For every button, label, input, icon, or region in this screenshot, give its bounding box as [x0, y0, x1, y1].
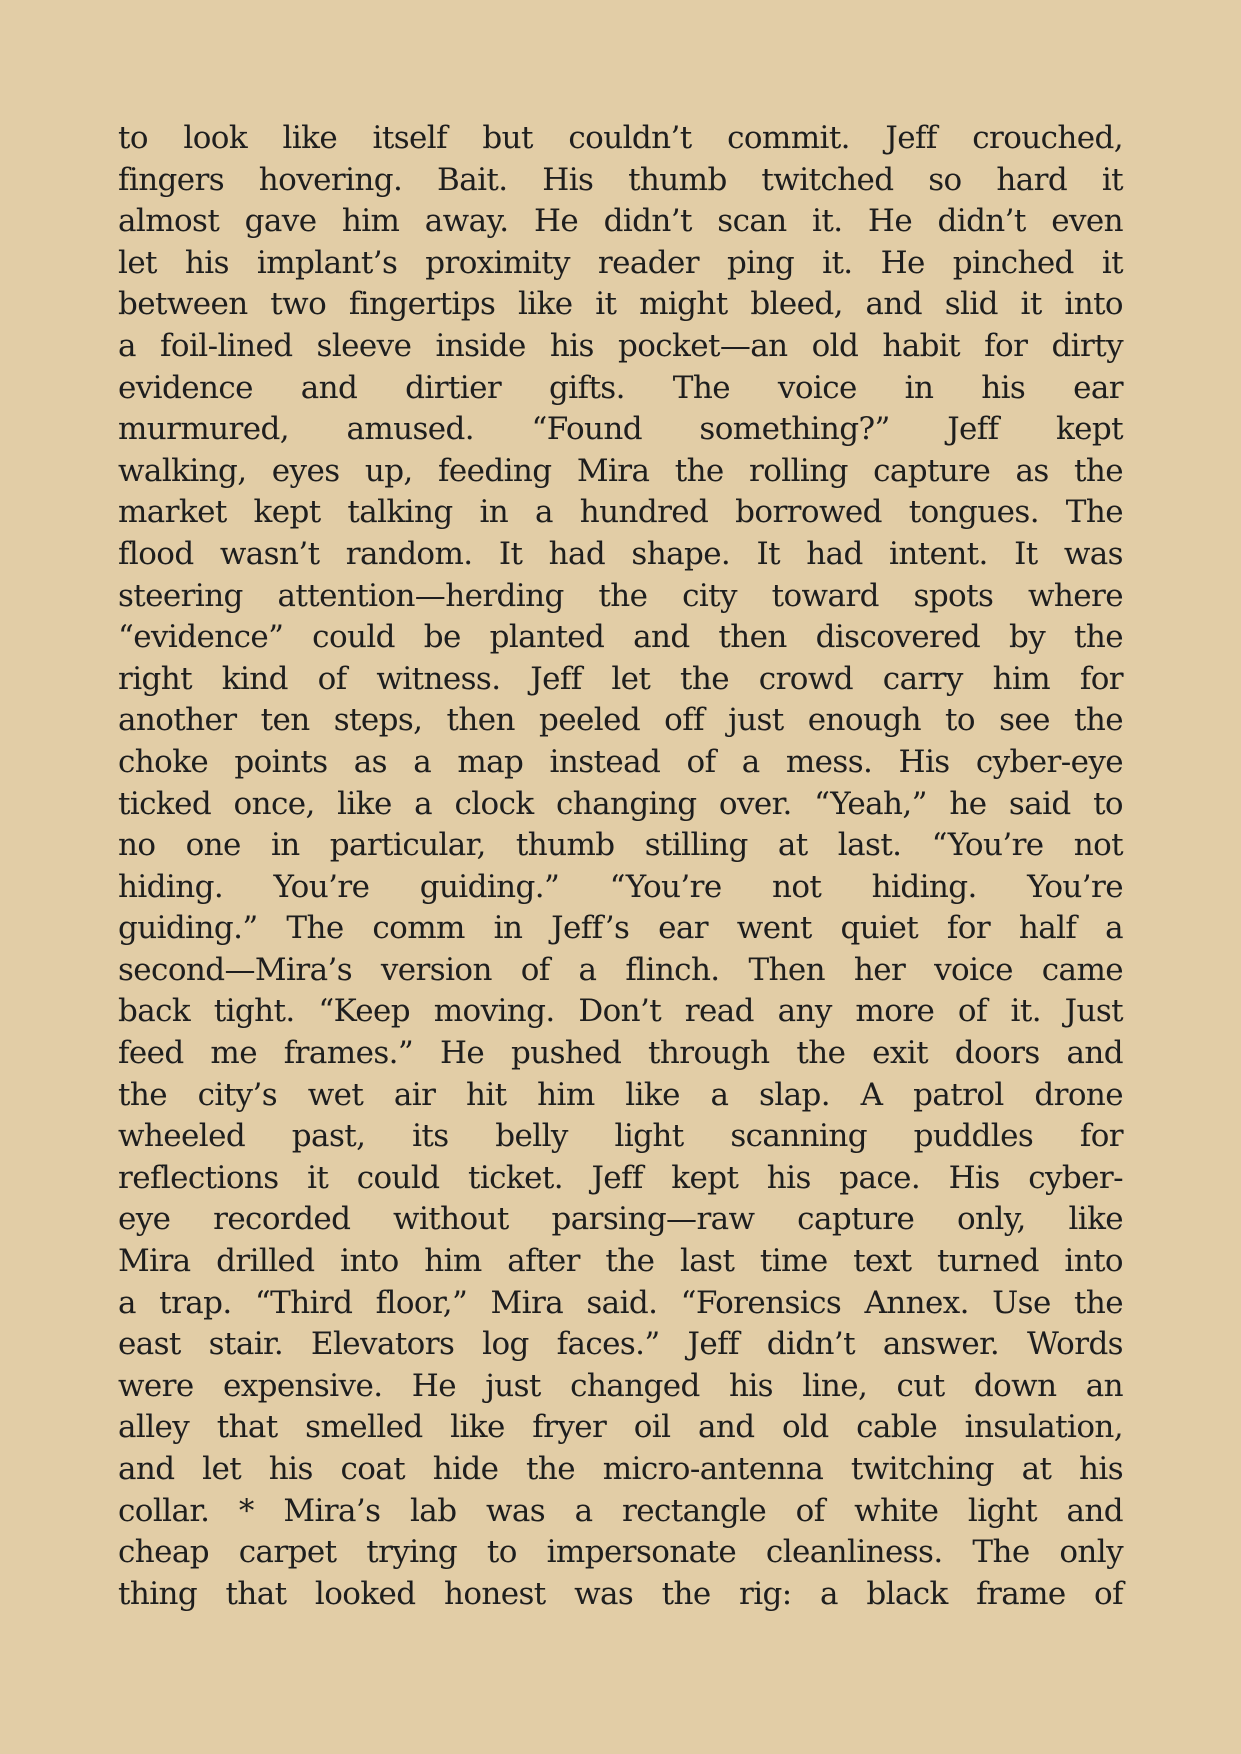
- text-line: choke points as a map instead of a mess. His cyber-eye: [118, 743, 1123, 780]
- text-line: guiding.” The comm in Jeff’s ear went quiet for half a: [118, 910, 1123, 947]
- text-line: the city’s wet air hit him like a slap. A patrol drone: [118, 1076, 1123, 1113]
- text-line: eye recorded without parsing—raw capture only, like: [118, 1201, 1123, 1238]
- text-line: wheeled past, its belly light scanning puddles for: [118, 1118, 1123, 1155]
- text-line: let his implant’s proximity reader ping it. He pinched it: [118, 244, 1123, 281]
- text-line: alley that smelled like fryer oil and old cable insulation,: [118, 1409, 1123, 1446]
- text-line: no one in particular, thumb stilling at last. “You’re not: [118, 827, 1123, 864]
- text-line: thing that looked honest was the rig: a black frame of: [118, 1575, 1123, 1612]
- text-line: another ten steps, then peeled off just enough to see the: [118, 702, 1123, 739]
- text-line: cheap carpet trying to impersonate cleanliness. The only: [118, 1534, 1123, 1571]
- text-line: between two fingertips like it might bleed, and slid it into: [118, 286, 1123, 323]
- text-line: right kind of witness. Jeff let the crowd carry him for: [118, 660, 1123, 697]
- text-line: walking, eyes up, feeding Mira the rolling capture as the: [118, 452, 1123, 489]
- text-line: fingers hovering. Bait. His thumb twitched so hard it: [118, 161, 1123, 198]
- text-line: collar. * Mira’s lab was a rectangle of white light and: [118, 1492, 1123, 1529]
- document-page: [118, 118, 1123, 1615]
- text-line: and let his coat hide the micro-antenna twitching at his: [118, 1451, 1123, 1487]
- text-line: murmured, amused. “Found something?” Jeff kept: [118, 411, 1123, 448]
- text-line: hiding. You’re guiding.” “You’re not hiding. You’re: [118, 868, 1123, 905]
- text-line: market kept talking in a hundred borrowed tongues. The: [118, 494, 1123, 531]
- text-line: a foil-lined sleeve inside his pocket—an old habit for dirty: [118, 327, 1123, 364]
- text-line: ticked once, like a clock changing over. “Yeah,” he said to: [118, 785, 1123, 822]
- text-line: feed me frames.” He pushed through the exit doors and: [118, 1035, 1123, 1072]
- text-line: steering attention—herding the city toward spots where: [118, 577, 1123, 614]
- text-line: flood wasn’t random. It had shape. It had intent. It was: [118, 535, 1123, 572]
- text-line: east stair. Elevators log faces.” Jeff didn’t answer. Words: [118, 1326, 1123, 1363]
- text-line: almost gave him away. He didn’t scan it. He didn’t even: [118, 203, 1123, 240]
- text-line: were expensive. He just changed his line, cut down an: [118, 1367, 1123, 1404]
- text-line: reflections it could ticket. Jeff kept his pace. His cyber-: [118, 1159, 1123, 1196]
- text-line: “evidence” could be planted and then discovered by the: [118, 619, 1123, 656]
- text-line: to look like itself but couldn’t commit. Jeff crouched,: [118, 120, 1123, 156]
- text-line: a trap. “Third floor,” Mira said. “Forensics Annex. Use the: [118, 1284, 1123, 1321]
- text-line: second—Mira’s version of a flinch. Then her voice came: [118, 951, 1123, 988]
- text-line: evidence and dirtier gifts. The voice in his ear: [118, 369, 1123, 406]
- text-line: back tight. “Keep moving. Don’t read any more of it. Just: [118, 993, 1123, 1030]
- text-line: Mira drilled into him after the last time text turned into: [118, 1243, 1123, 1280]
